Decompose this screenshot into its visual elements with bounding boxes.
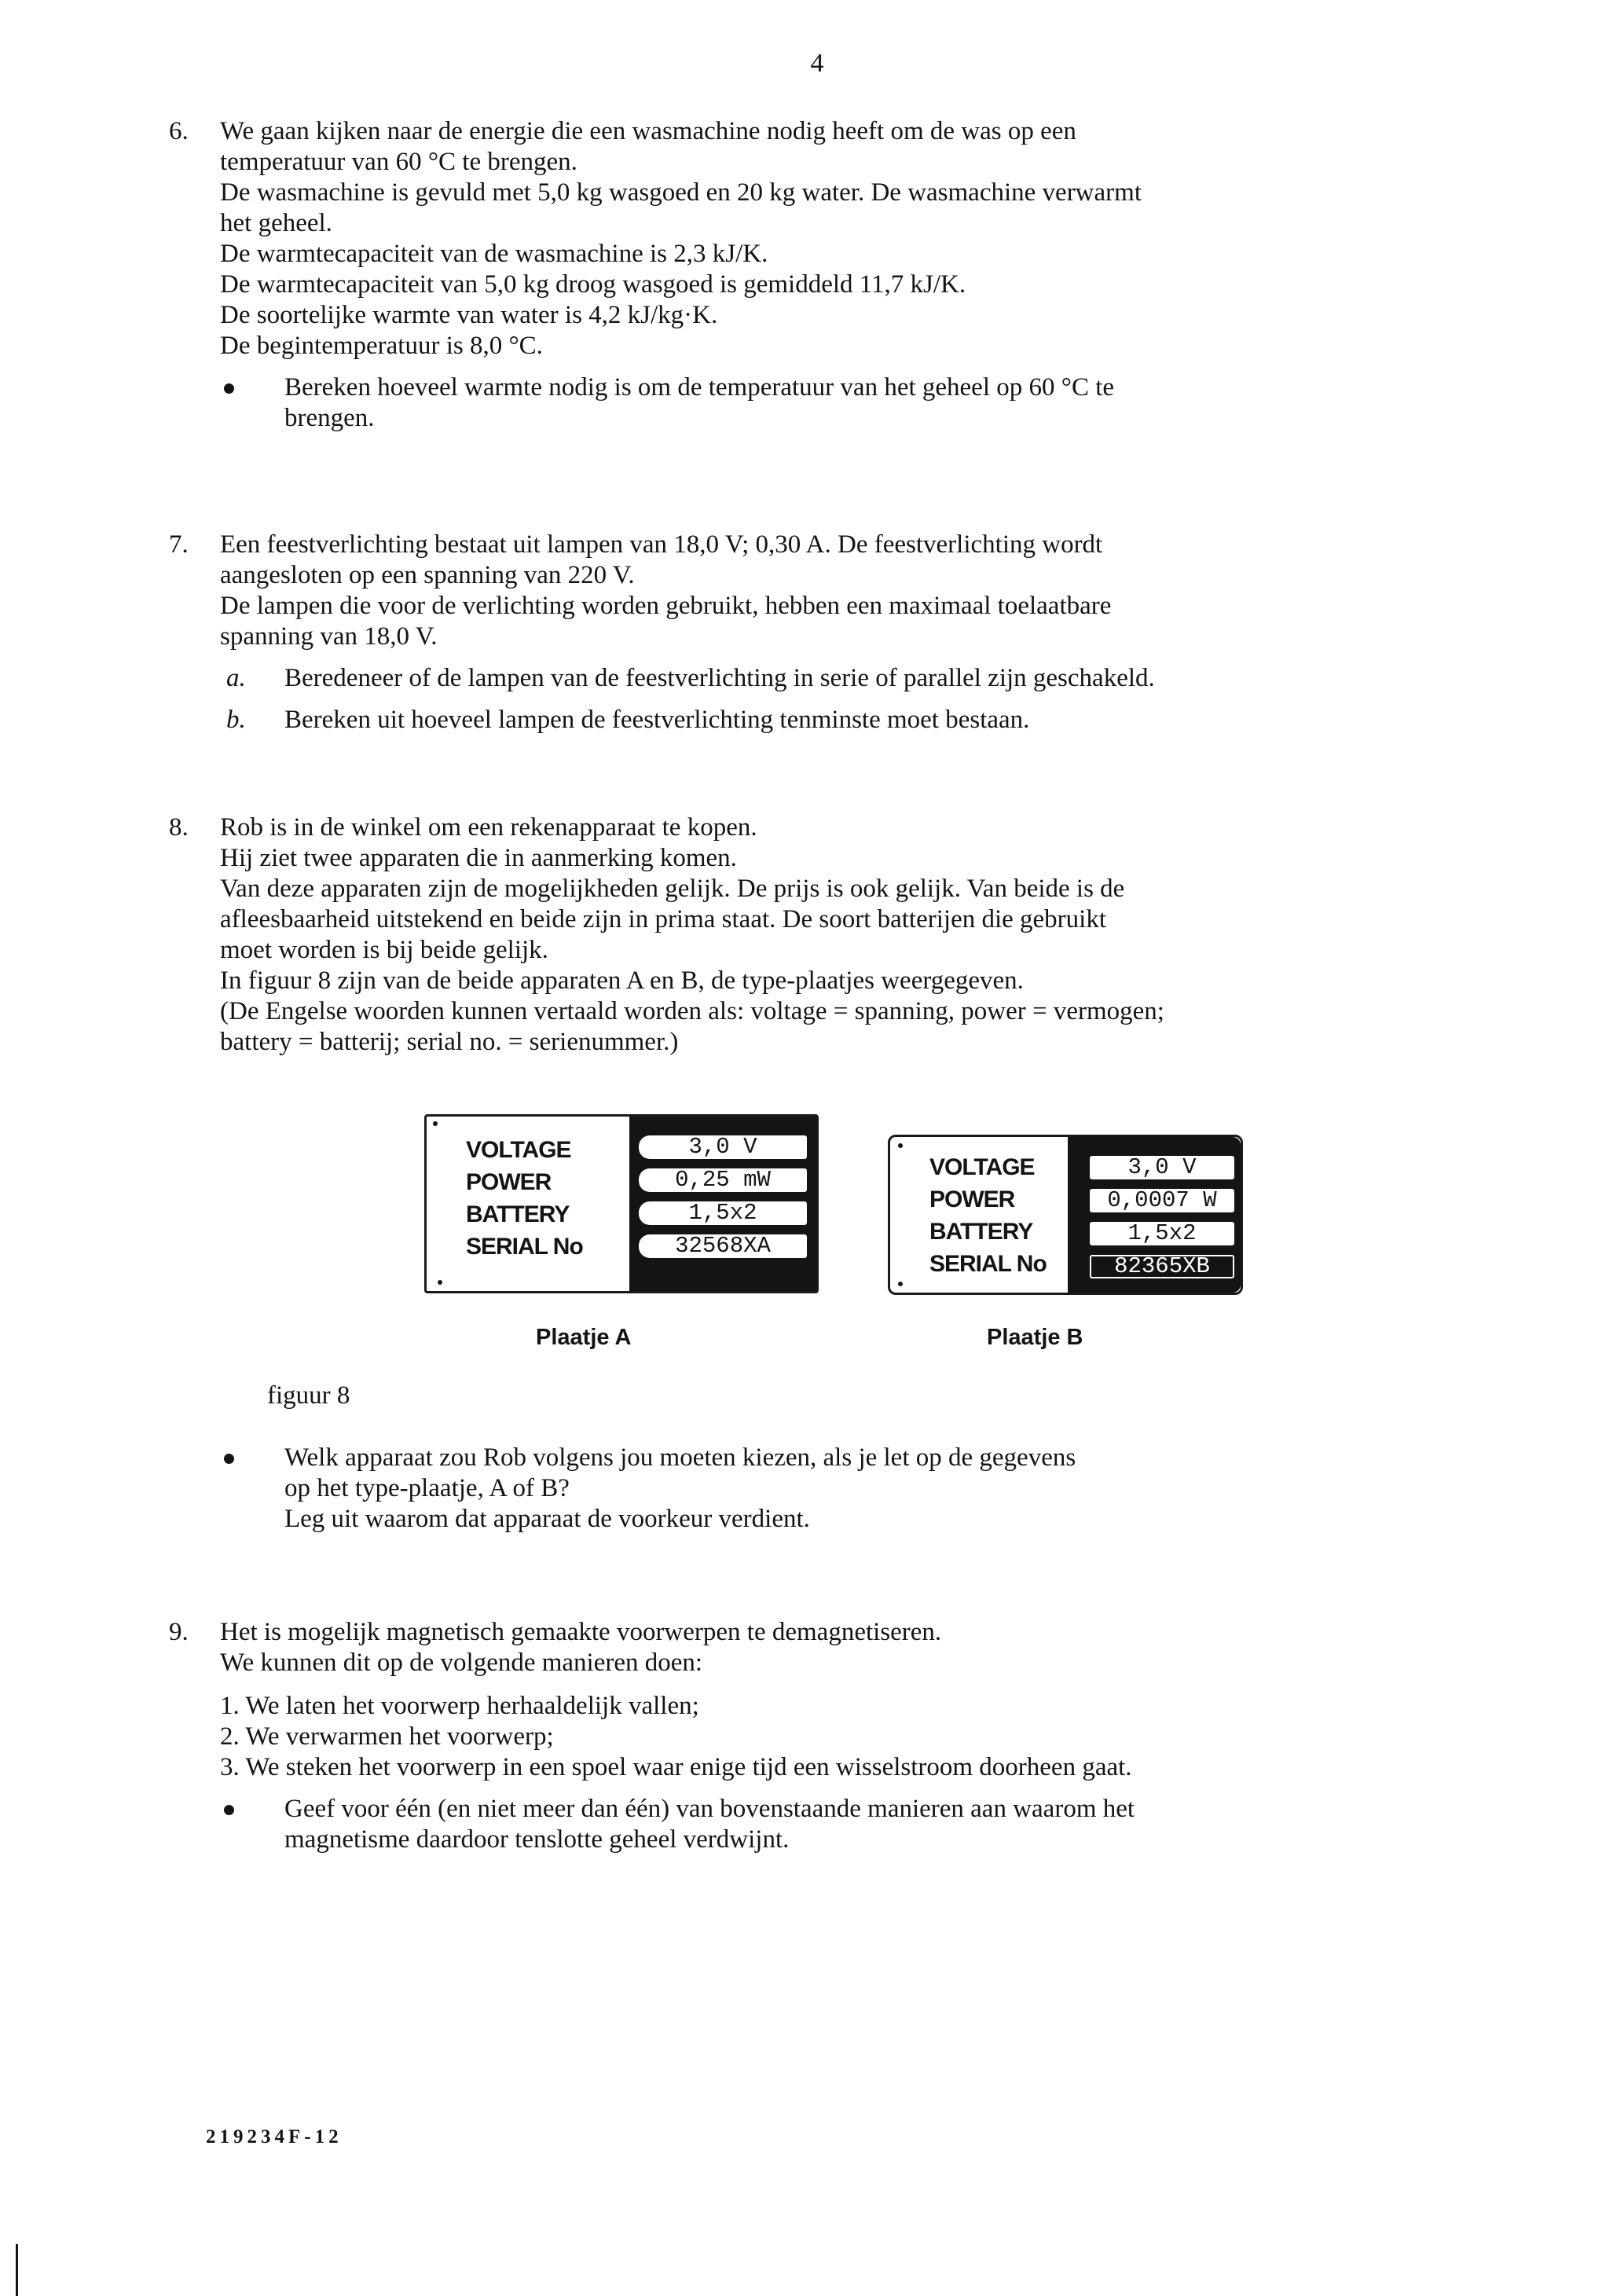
task-bullet: [220, 372, 1430, 434]
value-power: 0,0007 W: [1090, 1189, 1234, 1212]
text-line: magnetisme daardoor tenslotte geheel verdwijnt.: [284, 1825, 790, 1854]
text-line: afleesbaarheid uitstekend en beide zijn in prima staat. De soort batterijen die gebruikt: [220, 905, 1107, 933]
text-line: Hij ziet twee apparaten die in aanmerking komen.: [220, 844, 737, 872]
list-item: 3. We steken het voorwerp in een spoel waar enige tijd een wisselstroom doorheen gaat.: [220, 1753, 1132, 1781]
label-voltage: VOLTAGE: [929, 1154, 1035, 1180]
label-voltage: VOLTAGE: [466, 1137, 571, 1163]
question-9: [169, 1617, 1430, 1855]
text-line: Welk apparaat zou Rob volgens jou moeten kiezen, als je let op de gegevens: [284, 1443, 1076, 1472]
plate-panel: [1068, 1137, 1241, 1293]
task-bullet: [220, 1443, 1430, 1535]
label-battery: BATTERY: [929, 1219, 1033, 1245]
label-battery: BATTERY: [466, 1201, 570, 1227]
text-line: op het type-plaatje, A of B?: [284, 1474, 570, 1502]
subquestion-a: [220, 663, 1430, 694]
subquestion-b: [220, 705, 1430, 735]
text-line: In figuur 8 zijn van de beide apparaten A en B, de type-plaatjes weergegeven.: [220, 966, 1024, 995]
margin-mark: [16, 2244, 18, 2296]
text-line: We kunnen dit op de volgende manieren doen:: [220, 1649, 703, 1677]
value-battery: 1,5x2: [639, 1201, 807, 1225]
text-line: spanning van 18,0 V.: [220, 622, 438, 651]
text-line: Van deze apparaten zijn de mogelijkheden gelijk. De prijs is ook gelijk. Van beide is de: [220, 875, 1125, 903]
figure-label: figuur 8: [267, 1381, 350, 1410]
question-number: 8.: [169, 813, 189, 842]
text-line: Geef voor één (en niet meer dan één) van bovenstaande manieren aan waarom het: [284, 1795, 1135, 1823]
text-line: De wasmachine is gevuld met 5,0 kg wasgoed en 20 kg water. De wasmachine verwarmt: [220, 178, 1142, 207]
value-voltage: 3,0 V: [1090, 1156, 1234, 1179]
text-line: brengen.: [284, 404, 375, 432]
value-serial: 82365XB: [1090, 1255, 1234, 1278]
text-line: Bereken hoeveel warmte nodig is om de temperatuur van het geheel op 60 °C te: [284, 373, 1115, 402]
plate-panel: [629, 1117, 816, 1291]
text-line: battery = batterij; serial no. = serienummer.): [220, 1028, 679, 1056]
question-8: [169, 812, 1430, 1058]
list-item: 2. We verwarmen het voorwerp;: [220, 1722, 554, 1751]
plate-labels: [466, 1134, 583, 1263]
text-line: (De Engelse woorden kunnen vertaald worden als: voltage = spanning, power = vermogen;: [220, 997, 1164, 1025]
label-serial: SERIAL No: [929, 1251, 1047, 1277]
type-plate-b: [888, 1135, 1243, 1295]
question-8-task: [220, 1443, 1430, 1535]
numbered-list: [220, 1691, 1430, 1783]
text-line: Een feestverlichting bestaat uit lampen van 18,0 V; 0,30 A. De feestverlichting wordt: [220, 530, 1103, 559]
value-voltage: 3,0 V: [639, 1135, 807, 1159]
subquestion-label: a.: [226, 664, 246, 692]
plate-b-caption: Plaatje B: [987, 1325, 1083, 1350]
question-7: [169, 530, 1430, 735]
type-plate-a: [424, 1114, 819, 1293]
text-line: aangesloten op een spanning van 220 V.: [220, 561, 635, 589]
value-serial: 32568XA: [639, 1234, 807, 1258]
plate-labels: [929, 1151, 1047, 1280]
bullet-icon: [224, 1454, 234, 1464]
subquestion-label: b.: [226, 706, 246, 734]
question-6: [169, 116, 1430, 434]
rivet-icon: [898, 1143, 903, 1148]
label-serial: SERIAL No: [466, 1234, 583, 1260]
question-number: 9.: [169, 1618, 189, 1646]
text-line: Rob is in de winkel om een rekenapparaat te kopen.: [220, 813, 757, 842]
value-battery: 1,5x2: [1090, 1222, 1234, 1245]
bullet-icon: [224, 1805, 234, 1815]
bullet-icon: [224, 383, 234, 394]
rivet-icon: [898, 1282, 903, 1286]
task-bullet: [220, 1794, 1430, 1855]
text-line: temperatuur van 60 °C te brengen.: [220, 148, 577, 176]
text-line: Bereken uit hoeveel lampen de feestverlichting tenminste moet bestaan.: [284, 706, 1030, 734]
text-line: De warmtecapaciteit van 5,0 kg droog wasgoed is gemiddeld 11,7 kJ/K.: [220, 270, 966, 299]
text-line: De soortelijke warmte van water is 4,2 kJ/kg·K.: [220, 301, 718, 329]
text-line: De begintemperatuur is 8,0 °C.: [220, 332, 543, 360]
text-line: moet worden is bij beide gelijk.: [220, 936, 548, 964]
question-number: 7.: [169, 530, 189, 559]
text-line: De lampen die voor de verlichting worden gebruikt, hebben een maximaal toelaatbare: [220, 592, 1112, 620]
text-line: het geheel.: [220, 209, 332, 237]
text-line: We gaan kijken naar de energie die een wasmachine nodig heeft om de was op een: [220, 117, 1076, 145]
rivet-icon: [433, 1121, 438, 1126]
plate-a-caption: Plaatje A: [536, 1325, 632, 1350]
footer-code: 219234F-12: [206, 2126, 343, 2147]
text-line: Beredeneer of de lampen van de feestverlichting in serie of parallel zijn geschakeld.: [284, 664, 1155, 692]
label-power: POWER: [929, 1187, 1015, 1212]
page-number: 4: [810, 49, 824, 78]
question-number: 6.: [169, 117, 189, 145]
text-line: De warmtecapaciteit van de wasmachine is 2,3 kJ/K.: [220, 240, 768, 268]
text-line: Het is mogelijk magnetisch gemaakte voorwerpen te demagnetiseren.: [220, 1618, 942, 1646]
text-line: Leg uit waarom dat apparaat de voorkeur verdient.: [284, 1505, 810, 1533]
list-item: 1. We laten het voorwerp herhaaldelijk vallen;: [220, 1692, 699, 1720]
rivet-icon: [438, 1280, 442, 1285]
label-power: POWER: [466, 1169, 552, 1195]
value-power: 0,25 mW: [639, 1168, 807, 1192]
